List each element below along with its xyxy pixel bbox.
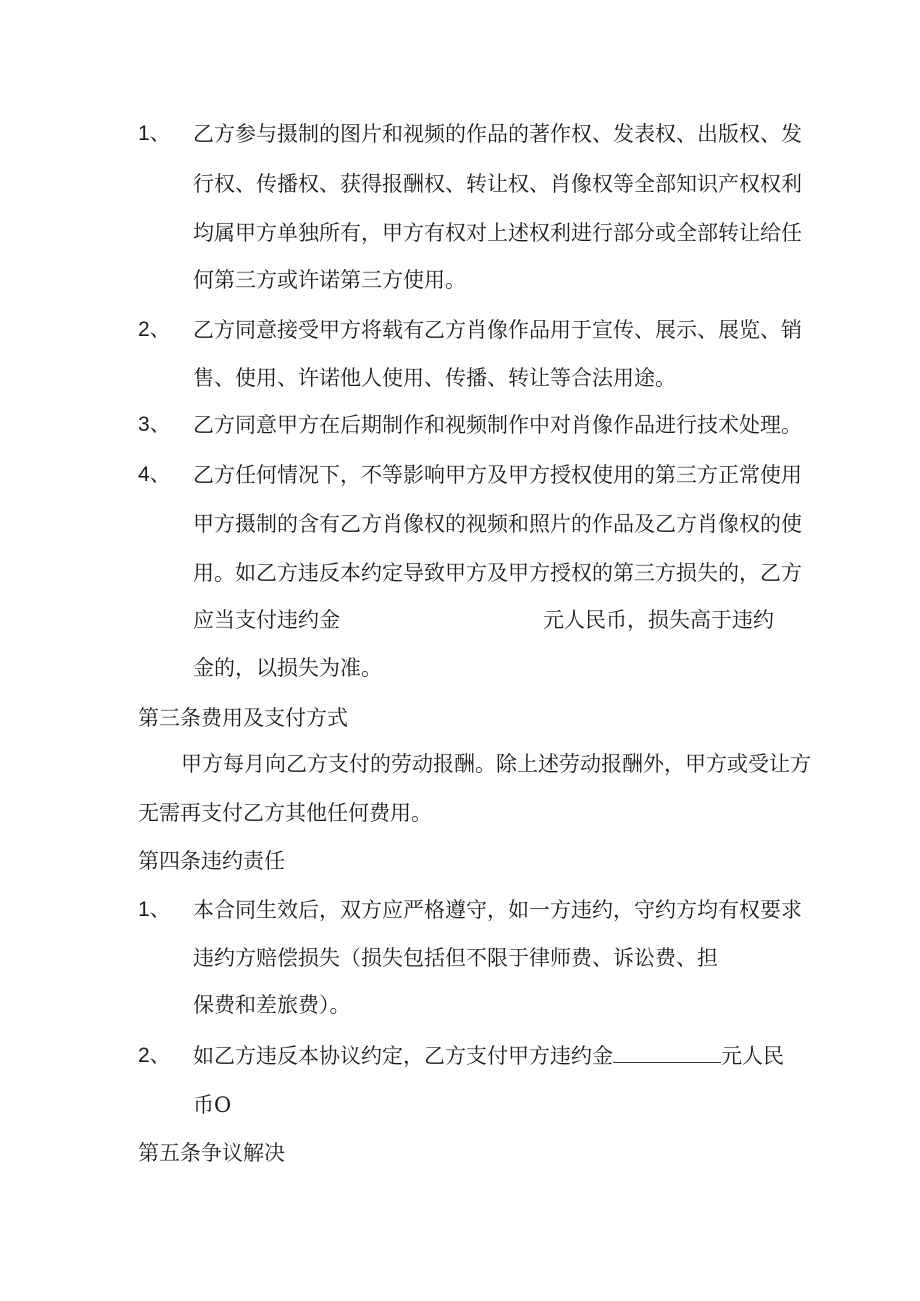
paragraph-line: 币O: [193, 1093, 232, 1117]
paragraph-line: 乙方同意甲方在后期制作和视频制作中对肖像作品进行技术处理。: [193, 413, 802, 437]
paragraph-line: 乙方同意接受甲方将载有乙方肖像作品用于宣传、展示、展览、销: [193, 318, 802, 342]
paragraph-line: 乙方参与摄制的图片和视频的作品的著作权、发表权、出版权、发: [193, 122, 802, 146]
paragraph-line: 违约方赔偿损失（损失包括但不限于律师费、诉讼费、担: [193, 946, 718, 970]
item-number: 1、: [138, 898, 171, 921]
item-number: 1、: [138, 122, 171, 145]
penalty-text-after: 元人民: [721, 1044, 784, 1068]
paragraph-line: 甲方摄制的含有乙方肖像权的视频和照片的作品及乙方肖像权的使: [193, 512, 802, 536]
item-number: 4、: [138, 463, 171, 486]
paragraph-line: 本合同生效后，双方应严格遵守，如一方违约，守约方均有权要求: [193, 898, 802, 922]
section-heading: 第四条违约责任: [138, 849, 285, 873]
item-number: 2、: [138, 1044, 171, 1067]
paragraph-line: 行权、传播权、获得报酬权、转让权、肖像权等全部知识产权权利: [193, 172, 802, 196]
section-heading: 第五条争议解决: [138, 1141, 285, 1165]
paragraph-line: 售、使用、许诺他人使用、传播、转让等合法用途。: [193, 366, 676, 390]
paragraph-line: 无需再支付乙方其他任何费用。: [138, 801, 432, 825]
section-heading: 第三条费用及支付方式: [138, 706, 348, 730]
penalty-text-before: 如乙方违反本协议约定，乙方支付甲方违约金: [193, 1044, 613, 1068]
paragraph-line: 均属甲方单独所有，甲方有权对上述权利进行部分或全部转让给任: [193, 221, 802, 245]
paragraph-line: [193, 1042, 784, 1070]
paragraph-line: 用。如乙方违反本约定导致甲方及甲方授权的第三方损失的，乙方: [193, 561, 802, 585]
paragraph-line: 何第三方或许诺第三方使用。: [193, 268, 466, 292]
paragraph-line: 乙方任何情况下，不等影响甲方及甲方授权使用的第三方正常使用: [193, 463, 802, 487]
paragraph-line: 甲方每月向乙方支付的劳动报酬。除上述劳动报酬外，甲方或受让方: [181, 752, 811, 776]
penalty-text-before: 应当支付违约金: [193, 608, 340, 632]
item-number: 3、: [138, 413, 171, 436]
paragraph-line: 金的，以损失为准。: [193, 656, 382, 680]
penalty-amount-blank: [613, 1042, 721, 1063]
paragraph-line: 保费和差旅费）。: [193, 993, 351, 1017]
item-number: 2、: [138, 318, 171, 341]
penalty-text-after: 元人民币，损失高于违约: [543, 608, 774, 632]
paragraph-line: [193, 606, 774, 634]
